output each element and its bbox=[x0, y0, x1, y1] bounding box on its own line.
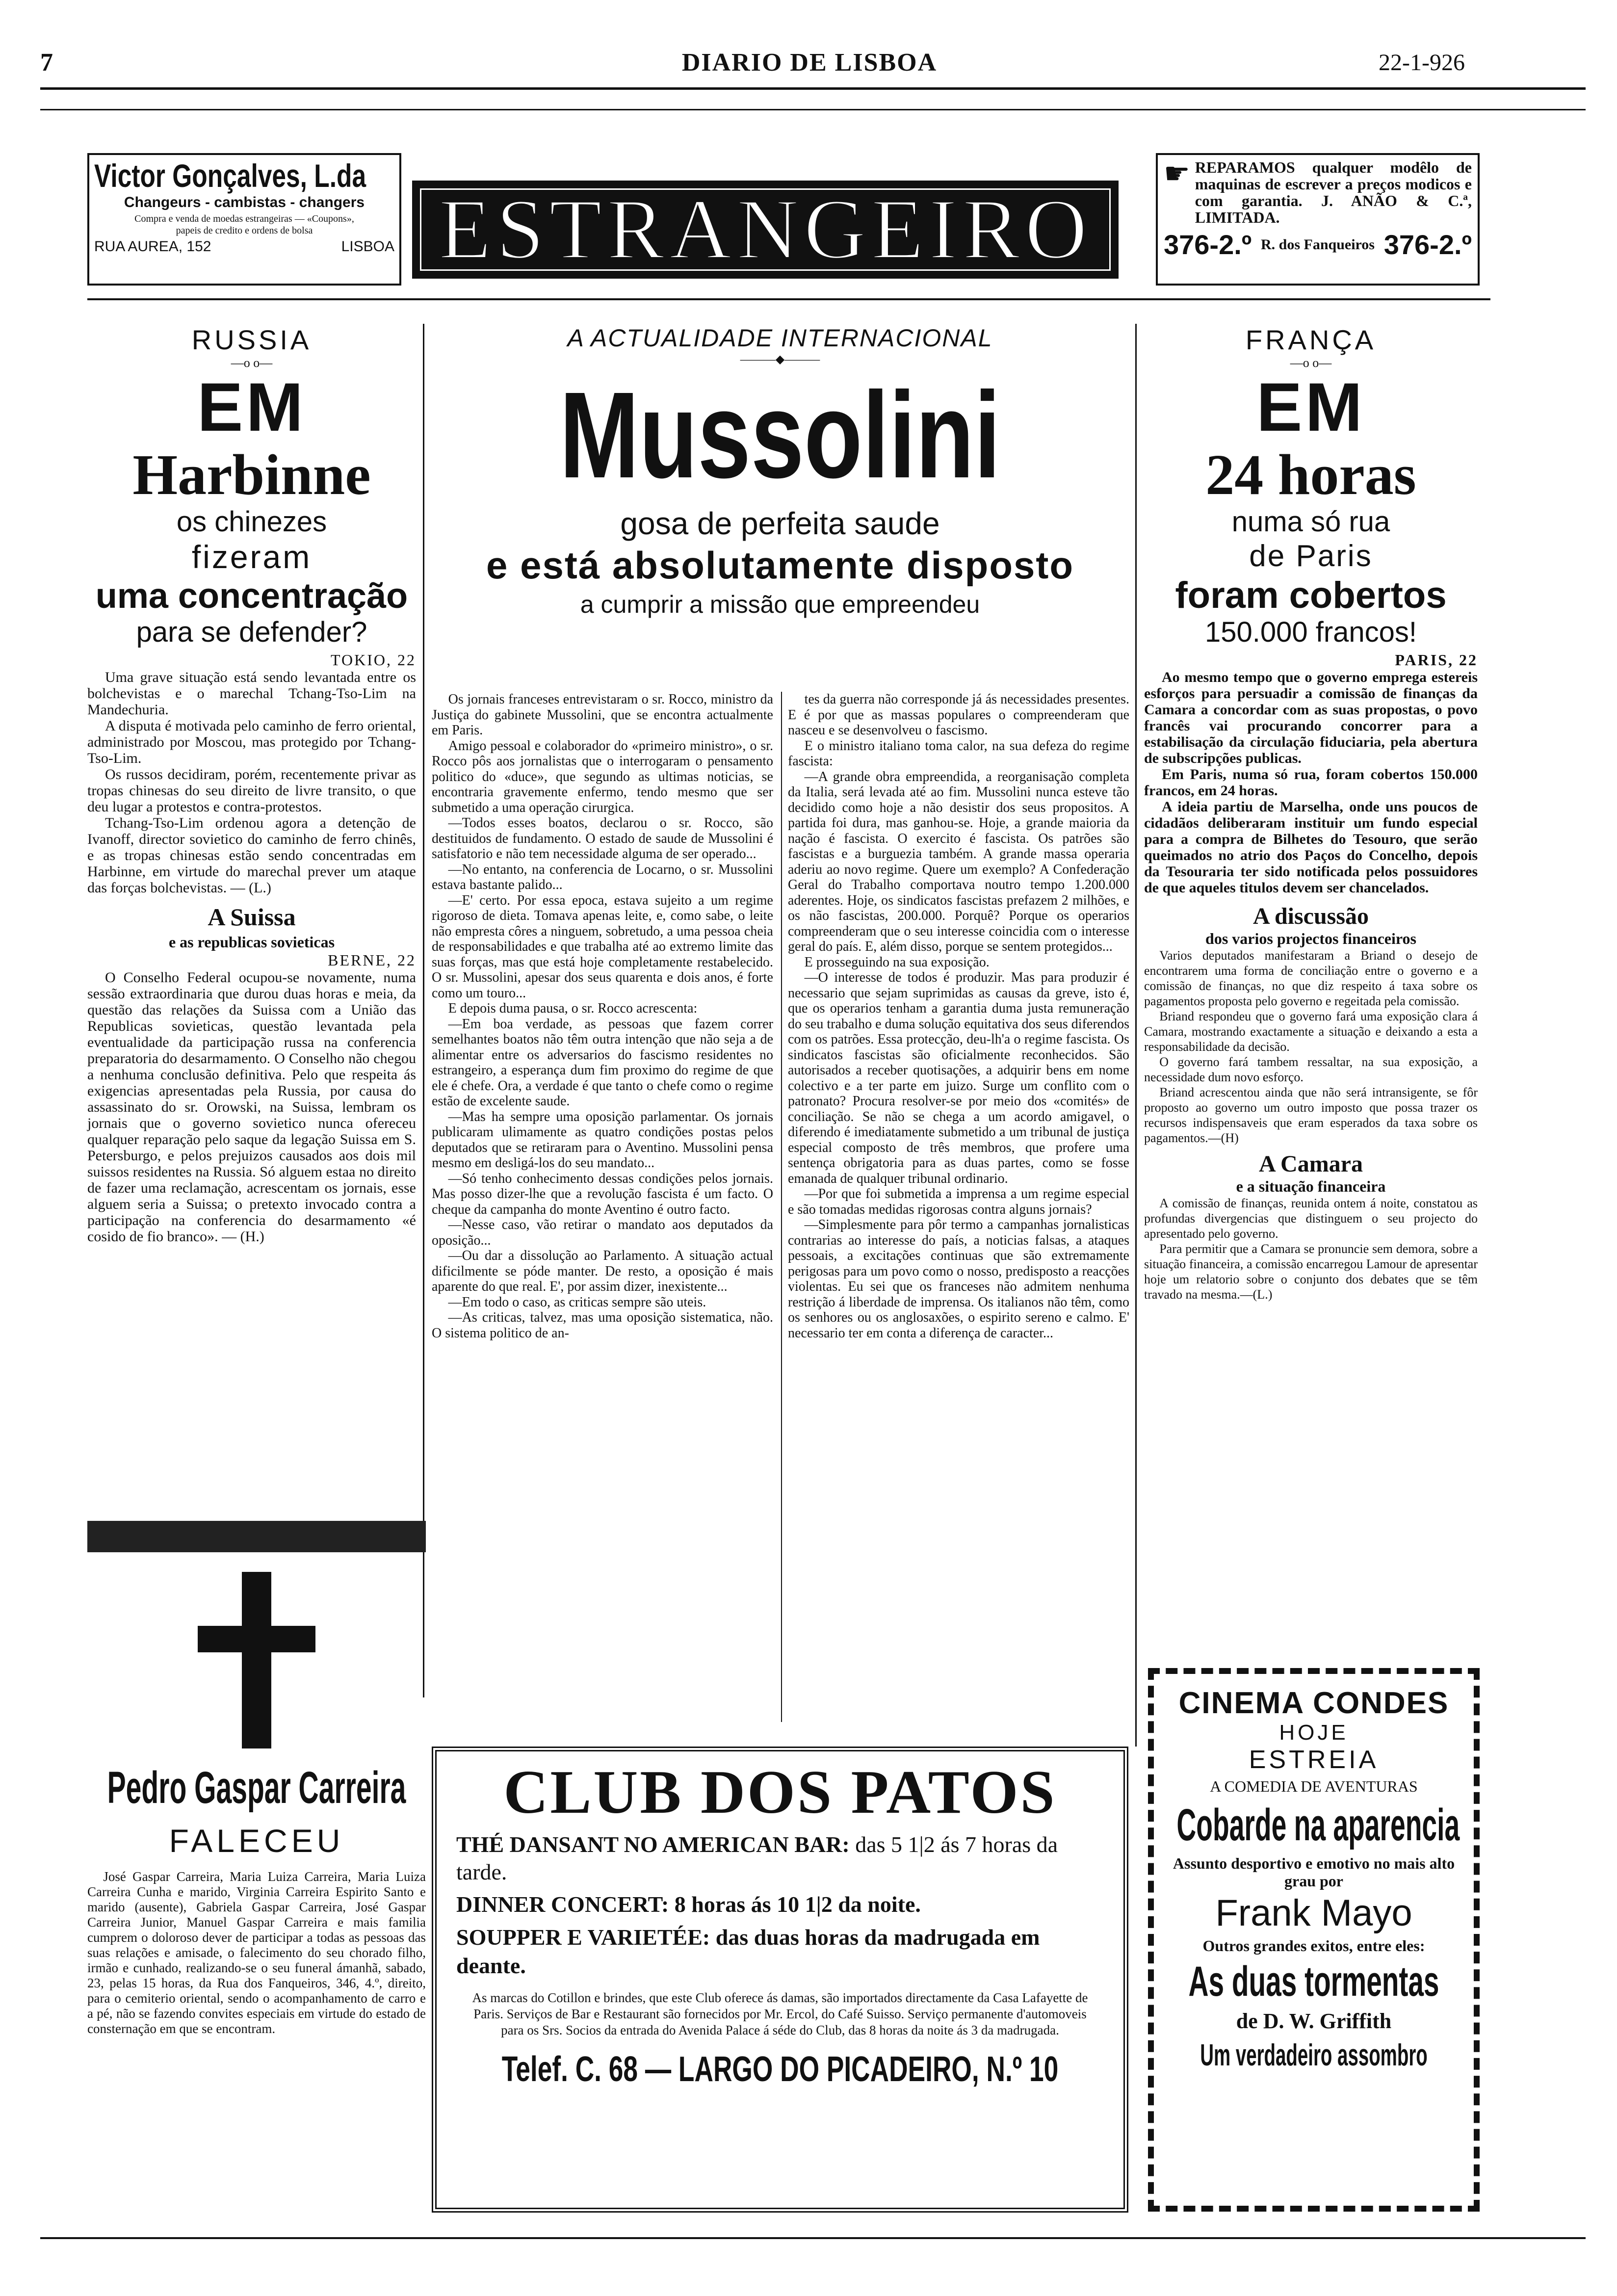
mussolini-paragraph: Amigo pessoal e colaborador do «primeiro ministro», o sr. Rocco pôs aos jornalistas que o interrogaram o pensamento politico do «duce», que segundo as ultimas noticias, se encontraria gravemente enfermo, tendo mesmo que ser submetido a uma operação cirurgica. bbox=[432, 738, 773, 815]
column-rule-2 bbox=[1135, 324, 1137, 1747]
camara-subheading: e a situação financeira bbox=[1236, 1177, 1386, 1195]
cross-icon bbox=[87, 1552, 426, 1758]
column-rule-1 bbox=[423, 324, 424, 1697]
mussolini-paragraph: —Nesse caso, vão retirar o mandato aos deputados da oposição... bbox=[432, 1217, 773, 1248]
page-bottom-rule bbox=[40, 2237, 1586, 2239]
franca-em: EM bbox=[1256, 368, 1365, 445]
club-line2: DINNER CONCERT: 8 horas ás 10 1|2 da noite. bbox=[456, 1892, 921, 1917]
russia-sub4: para se defender? bbox=[136, 616, 367, 648]
club-line1a: THÉ DANSANT NO AMERICAN BAR: bbox=[456, 1832, 850, 1857]
page-rule-thin bbox=[40, 109, 1586, 110]
russia-paragraph: A disputa é motivada pelo caminho de ferro oriental, administrado por Moscou, mas protegido por Tchang-Tso-Lim. bbox=[87, 718, 416, 766]
cinema-others: Outros grandes exitos, entre eles: bbox=[1202, 1937, 1425, 1955]
cinema-film2: As duas tormentas bbox=[1188, 1958, 1439, 2005]
russia-paragraph: Os russos decidiram, porém, recentemente privar as tropas chinesas do seu direito de livre transito, o que deu lugar a protestos e contra-protestos. bbox=[87, 766, 416, 815]
discussao-paragraph: Varios deputados manifestaram a Briand o desejo de encontrarem uma forma de conciliação entre o governo e a comissão de finanças, no que diz respeito á taxa sobre os pagamentos proposta pelo governo e regeitada pela comissão. bbox=[1144, 948, 1478, 1008]
issue-date: 22-1-926 bbox=[1379, 50, 1465, 76]
franca-time: 24 horas bbox=[1205, 443, 1416, 507]
mussolini-sub1: gosa de perfeita saude bbox=[620, 506, 940, 541]
mussolini-paragraph: —No entanto, na conferencia de Locarno, o sr. Mussolini estava bastante palido... bbox=[432, 861, 773, 892]
franca-article bbox=[1144, 669, 1478, 896]
mussolini-paragraph: —Por que foi submetida a imprensa a um regime especial e são tomadas medidas rigorosas contra alguns jornais? bbox=[788, 1186, 1129, 1217]
ad-club-dos-patos bbox=[432, 1747, 1128, 2213]
mussolini-article bbox=[432, 324, 1128, 622]
ad-victor-goncalves bbox=[87, 153, 401, 286]
cinema-director: de D. W. Griffith bbox=[1236, 2009, 1392, 2033]
russia-section-label: RUSSIA bbox=[191, 324, 312, 355]
russia-paragraph: Uma grave situação está sendo levantada entre os bolchevistas e o marechal Tchang-Tso-Lim na Mandechuria. bbox=[87, 669, 416, 718]
cinema-hoje: HOJE bbox=[1279, 1721, 1349, 1745]
discussao-paragraph: O governo fará tambem ressaltar, na sua exposição, a necessidade dum novo esforço. bbox=[1144, 1055, 1478, 1084]
cinema-name: CINEMA CONDES bbox=[1178, 1686, 1449, 1720]
russia-place: Harbinne bbox=[132, 443, 371, 507]
russia-divider: —o o— bbox=[231, 356, 273, 370]
obituary-name: Pedro Gaspar Carreira bbox=[107, 1763, 406, 1813]
russia-sub3: uma concentração bbox=[95, 576, 408, 616]
russia-em: EM bbox=[197, 368, 306, 445]
russia-article bbox=[87, 669, 416, 896]
camara-paragraph: Para permitir que a Camara se pronuncie sem demora, sobre a situação financeira, a comissão encarregou Lamour de apresentar hoje um relatorio sobre o conjunto dos debates que se têm travado na mesma.—(L.) bbox=[1144, 1242, 1478, 1302]
mussolini-paragraph: —E' certo. Por essa epoca, estava sujeito a um regime rigoroso de dieta. Tomava apenas leite, e, como sabe, o leite não empresta côres a ninguem, sobretudo, a uma pessoa cheia de responsabilidades e que trabalha até ao extremo limite das suas forças, mas que está hoje completamente restabelecido. O sr. Mussolini, apesar dos seus quarenta e dois anos, é forte como um touro... bbox=[432, 892, 773, 1001]
cinema-tagline: Um verdadeiro assombro bbox=[1200, 2038, 1428, 2072]
discussao-paragraph: Briand acrescentou ainda que não será intransigente, se fôr proposto ao governo um outro imposto que possa trazer os recursos indispensaveis que eram esperados da taxa sobre os pagamentos.—(H) bbox=[1144, 1085, 1478, 1145]
club-head: CLUB DOS PATOS bbox=[503, 1758, 1057, 1826]
suissa-article bbox=[87, 969, 416, 1245]
mussolini-paragraph: —A grande obra empreendida, a reorganisação completa da Italia, será levada até ao fim. Mussolini nunca esteve tão decidido como hoje a não desistir dos seus propositos. A partida foi dura, mas ganhou-se. Hoje, a grande maioria da nação é fascista. O exercito é fascista. Os patrões são fascistas e a burguezia também. A grande massa operaria aderiu ao novo regime. Quere um exemplo? A Confederação Geral do Trabalho comportava noutro tempo 1.200.000 aderentes. Hoje, os sindicatos fascistas prefazem 2 milhões, e os não fascistas, 200.000. Porquê? Porque os operarios compreenderam que o seu interesse coincidia com o interesse geral do país. E, além disso, porque se sentem protegidos... bbox=[788, 769, 1129, 954]
cinema-estreia: ESTREIA bbox=[1249, 1746, 1379, 1774]
page-number: 7 bbox=[40, 49, 53, 77]
ad-victor-line1: Changeurs - cambistas - changers bbox=[124, 194, 365, 210]
mussolini-col1 bbox=[432, 692, 773, 1341]
franca-sub4: 150.000 francos! bbox=[1204, 616, 1417, 648]
camara-paragraph: A comissão de finanças, reunida ontem á noite, constatou as profundas divergencias que distinguem o seu projecto do apresentado pelo governo. bbox=[1144, 1196, 1478, 1241]
suissa-paragraph: O Conselho Federal ocupou-se novamente, numa sessão extraordinaria que durou duas horas e meia, da questão das relações da Suissa com a União das Republicas sovieticas, questão levantada pela eventualidade da participação russa na conferencia preparatoria do desarmamento. O Conselho não chegou a nenhuma conclusão definitiva. Pelo que respeita ás exigencias apresentadas pela Russia, por causa do assassinato do sr. Orowski, na Suissa, lembram os jornais que o governo sovietico nunca ofereceu qualquer reparação pelo saque da legação Suissa em S. Petersburgo, e pelos prejuizos causados aos dois mil suissos residentes na Russia. Só alguem estaa no direito de fazer uma reclamação, acrescentam os jornais, esse alguem seria a Suissa; o pretexto invocado contra a participação na conferencia do desarmamento «é cosido de fio branco». — (H.) bbox=[87, 969, 416, 1245]
ad-cinema-condes bbox=[1148, 1668, 1480, 2212]
club-line1 bbox=[456, 1831, 1104, 1886]
mussolini-paragraph: —Todos esses boatos, declarou o sr. Rocco, são destituidos de fundamento. O estado de saude de Mussolini é satisfatorio e não tem necessidade alguma de ser operado... bbox=[432, 815, 773, 861]
mussolini-paragraph: —O interesse de todos é produzir. Mas para produzir é necessario que sejam suprimidas as causas da greve, isto é, que os operarios tenham a garantia duma justa remuneração do seu trabalho e duma solução equitativa dos seus diferendos com os patrões. Essa protecção, deu-lh'a o regime fascista. Os sindicatos fascistas são oficialmente reconhecidos. São autorisados a receber quotisações, a adquirir bens em nome colectivo e a ter parte em juizo. Surge um conflito com o patronato? Procura resolver-se por meio dos «comités» de conciliação. Se não se chega a um acordo amigavel, o diferendo é imediatamente submetido a um tribunal de justiça especial composto de três membros, que profere uma sentença obrigatoria para as duas partes, como se fosse emanada de qualquer tribunal ordinario. bbox=[788, 970, 1129, 1186]
club-footer: Telef. C. 68 — LARGO DO PICADEIRO, N.º 10 bbox=[501, 2050, 1059, 2089]
mussolini-paragraph: E o ministro italiano toma calor, na sua defeza do regime fascista: bbox=[788, 738, 1129, 769]
franca-paragraph: Em Paris, numa só rua, foram cobertos 150.000 francos, em 24 horas. bbox=[1144, 766, 1478, 799]
mussolini-headline: Mussolini bbox=[559, 366, 1001, 503]
ad-victor-city: LISBOA bbox=[341, 238, 394, 255]
newspaper-title: DIARIO DE LISBOA bbox=[681, 49, 938, 77]
cinema-genre: A COMEDIA DE AVENTURAS bbox=[1210, 1777, 1418, 1795]
discussao-paragraph: Briand respondeu que o governo fará uma exposição clara á Camara, mostrando exactamente a situação e deixando a esta a responsabilidade da decisão. bbox=[1144, 1009, 1478, 1054]
club-line3: SOUPPER E VARIETÉE: das duas horas da madrugada em deante. bbox=[456, 1925, 1040, 1978]
suissa-heading: A Suissa bbox=[208, 903, 296, 931]
cinema-desc: Assunto desportivo e emotivo no mais alto grau por bbox=[1173, 1854, 1455, 1890]
mussolini-paragraph: E prosseguindo na sua exposição. bbox=[804, 954, 990, 970]
ad-victor-name: Victor Gonçalves, L.da bbox=[94, 157, 366, 194]
ad-reparamos-number-left: 376-2.º bbox=[1164, 229, 1252, 260]
mussolini-paragraph: Os jornais franceses entrevistaram o sr. Rocco, ministro da Justiça do gabinete Mussolini, que se encontra actualmente em Paris. bbox=[432, 692, 773, 738]
suissa-subheading: e as republicas sovieticas bbox=[168, 933, 335, 951]
franca-divider: —o o— bbox=[1290, 356, 1332, 370]
obituary-top-band bbox=[87, 1521, 426, 1552]
franca-sub3: foram cobertos bbox=[1175, 574, 1447, 616]
mussolini-sub3: a cumprir a missão que empreendeu bbox=[580, 591, 980, 618]
mussolini-paragraph: —Em boa verdade, as pessoas que fazem correr semelhantes boatos não têm outra intenção que não seja a de alimentar entre os adversarios do fascismo residentes no estrangeiro, a esperança dum fim proximo do regime de que ele é chefe. Ora, a verdade é que tanto o chefe como o regime estão de excelente saude. bbox=[432, 1016, 773, 1109]
russia-column bbox=[87, 324, 416, 1245]
banner-bottom-rule bbox=[87, 298, 1490, 300]
section-banner-text: ESTRANGEIRO bbox=[438, 182, 1093, 277]
cinema-film: Cobarde na aparencia bbox=[1176, 1800, 1460, 1850]
franca-paragraph: Ao mesmo tempo que o governo emprega estereis esforços para persuadir a comissão de finanças da Camara a concordar com as suas propostas, o povo francês vai procurando concorrer para a estabilisação da circulação fiduciaria, pela abertura de subscripções publicas. bbox=[1144, 669, 1478, 766]
pointing-hand-icon: ☛ bbox=[1164, 157, 1190, 190]
franca-paragraph: A ideia partiu de Marselha, onde uns poucos de cidadãos deliberaram instituir um fundo especial para a compra de Bilhetes do Tesouro, que serão queimados no atrio dos Paços do Concelho, depois da Tesouraria ter sido notificada pelos possuidores de que aqueles titulos devem ser chancelados. bbox=[1144, 799, 1478, 896]
russia-dateline: TOKIO, 22 bbox=[331, 651, 416, 669]
mussolini-paragraph: —Ou dar a dissolução ao Parlamento. A situação actual dificilmente se póde manter. De resto, a oposição é mais aparente do que real. E', por assim dizer, inexistente... bbox=[432, 1248, 773, 1294]
mussolini-paragraph: tes da guerra não corresponde já ás necessidades presentes. E é por que as massas populares o compreenderam que nasceu e se desenvolveu o fascismo. bbox=[788, 692, 1129, 738]
mussolini-paragraph: —Mas ha sempre uma oposição parlamentar. Os jornais publicaram ulimamente as quatro condições postas pelos deputados que se retiraram para o Aventino. Mussolini pensa mesmo em desligá-los do seu mandato... bbox=[432, 1109, 773, 1171]
mussolini-col2 bbox=[788, 692, 1129, 1341]
ad-victor-address: RUA AUREA, 152 bbox=[94, 238, 211, 255]
suissa-dateline: BERNE, 22 bbox=[328, 951, 416, 969]
club-line1b: das 5 1|2 ás 7 horas da tarde. bbox=[456, 1832, 1058, 1884]
camara-heading: A Camara bbox=[1259, 1151, 1363, 1177]
kicker-divider: ———◆——— bbox=[740, 353, 820, 366]
masthead-rule bbox=[40, 87, 1586, 90]
mussolini-paragraph: E depois duma pausa, o sr. Rocco acrescenta: bbox=[448, 1001, 698, 1016]
mussolini-paragraph: —Simplesmente para pôr termo a campanhas jornalisticas contrarias ao interesse do país, a noticias falsas, a ataques pessoais, a excitações continuas que são extremamente perigosas para um povo como o nosso, predisposto a reacções violentas. Eu sei que os franceses não admitem nenhuma restrição á liberdade de imprensa. Os italianos não têm, como os senhores ou os anglosaxões, o espirito sereno e calmo. E' necessario ter em conta a diferença de caracter... bbox=[788, 1217, 1129, 1341]
ad-reparamos-street: R. dos Fanqueiros bbox=[1260, 236, 1375, 253]
russia-sub2: fizeram bbox=[191, 539, 312, 575]
ad-reparamos-number-right: 376-2.º bbox=[1383, 229, 1472, 260]
obituary bbox=[87, 1521, 426, 2208]
club-small: As marcas do Cotillon e brindes, que este Club oferece ás damas, são importados directamente da Casa Lafayette de Paris. Serviços de Bar e Restaurant são fornecidos por Mr. Ercol, do Café Suisso. Serviço permanente d'automoveis para os Srs. Socios da entrada do Avenida Palace á séde do Club, das 8 horas da noite ás 3 da madrugada. bbox=[472, 1990, 1088, 2037]
mussolini-column-divider bbox=[781, 692, 782, 1722]
discussao-article bbox=[1144, 948, 1478, 1146]
mussolini-sub2: e está absolutamente disposto bbox=[486, 544, 1074, 587]
mussolini-paragraph: —Só tenho conhecimento dessas condições pelos jornais. Mas posso dizer-lhe que a revolução fascista é um facto. O cheque da campanha do monte Aventino é outro facto. bbox=[432, 1171, 773, 1217]
franca-sub1: numa só rua bbox=[1231, 506, 1390, 538]
mussolini-paragraph: —Em todo o caso, as criticas sempre são uteis. bbox=[448, 1294, 706, 1310]
ad-victor-line2: Compra e venda de moedas estrangeiras — «Coupons», papeis de credito e ordens de bolsa bbox=[134, 213, 354, 236]
franca-sub2: de Paris bbox=[1249, 539, 1373, 573]
section-banner bbox=[412, 181, 1119, 279]
obituary-faleceu: FALECEU bbox=[169, 1823, 344, 1859]
mussolini-kicker: A ACTUALIDADE INTERNACIONAL bbox=[567, 324, 993, 352]
franca-dateline: PARIS, 22 bbox=[1395, 651, 1478, 669]
obituary-text: José Gaspar Carreira, Maria Luiza Carreira, Maria Luiza Carreira Cunha e marido, Virginia Carreira Espirito Santo e marido (ausente), Gabriela Gaspar Carreira, José Gaspar Carreira Junior, Manuel Gaspar Carreira e mais familia cumprem o doloroso dever de participar a todas as pessoas das suas relações e amisade, o falecimento do seu chorado filho, irmão e cunhado, realizando-se o seu funeral ámanhã, sabado, 23, pelas 15 horas, da Rua dos Fanqueiros, 346, 4.º, direito, para o cemiterio oriental, sendo o acompanhamento de carro e a pé, não se fazendo convites especiais em virtude do estado de consternação em que se encontram. bbox=[87, 1869, 426, 2036]
discussao-subheading: dos varios projectos financeiros bbox=[1205, 930, 1416, 947]
ad-reparamos-text: REPARAMOS qualquer modêlo de maquinas de escrever a preços modicos e com garantia. J. ANÃO & C.ª, LIMITADA. bbox=[1195, 158, 1472, 226]
russia-sub1: os chinezes bbox=[176, 506, 327, 538]
discussao-heading: A discussão bbox=[1252, 903, 1369, 929]
mussolini-paragraph: —As criticas, talvez, mas uma oposição sistematica, não. O sistema politico de an- bbox=[432, 1310, 773, 1341]
russia-paragraph: Tchang-Tso-Lim ordenou agora a detenção de Ivanoff, director sovietico do caminho de ferro chinês, e as tropas chinesas estão sendo concentradas em Harbinne, em virtude do marechal prever um ataque das forças bolchevistas. — (L.) bbox=[87, 815, 416, 896]
cinema-actor: Frank Mayo bbox=[1215, 1892, 1412, 1934]
franca-column bbox=[1144, 324, 1478, 1302]
camara-article bbox=[1144, 1196, 1478, 1302]
ad-reparamos bbox=[1156, 153, 1480, 286]
franca-section-label: FRANÇA bbox=[1245, 324, 1377, 355]
